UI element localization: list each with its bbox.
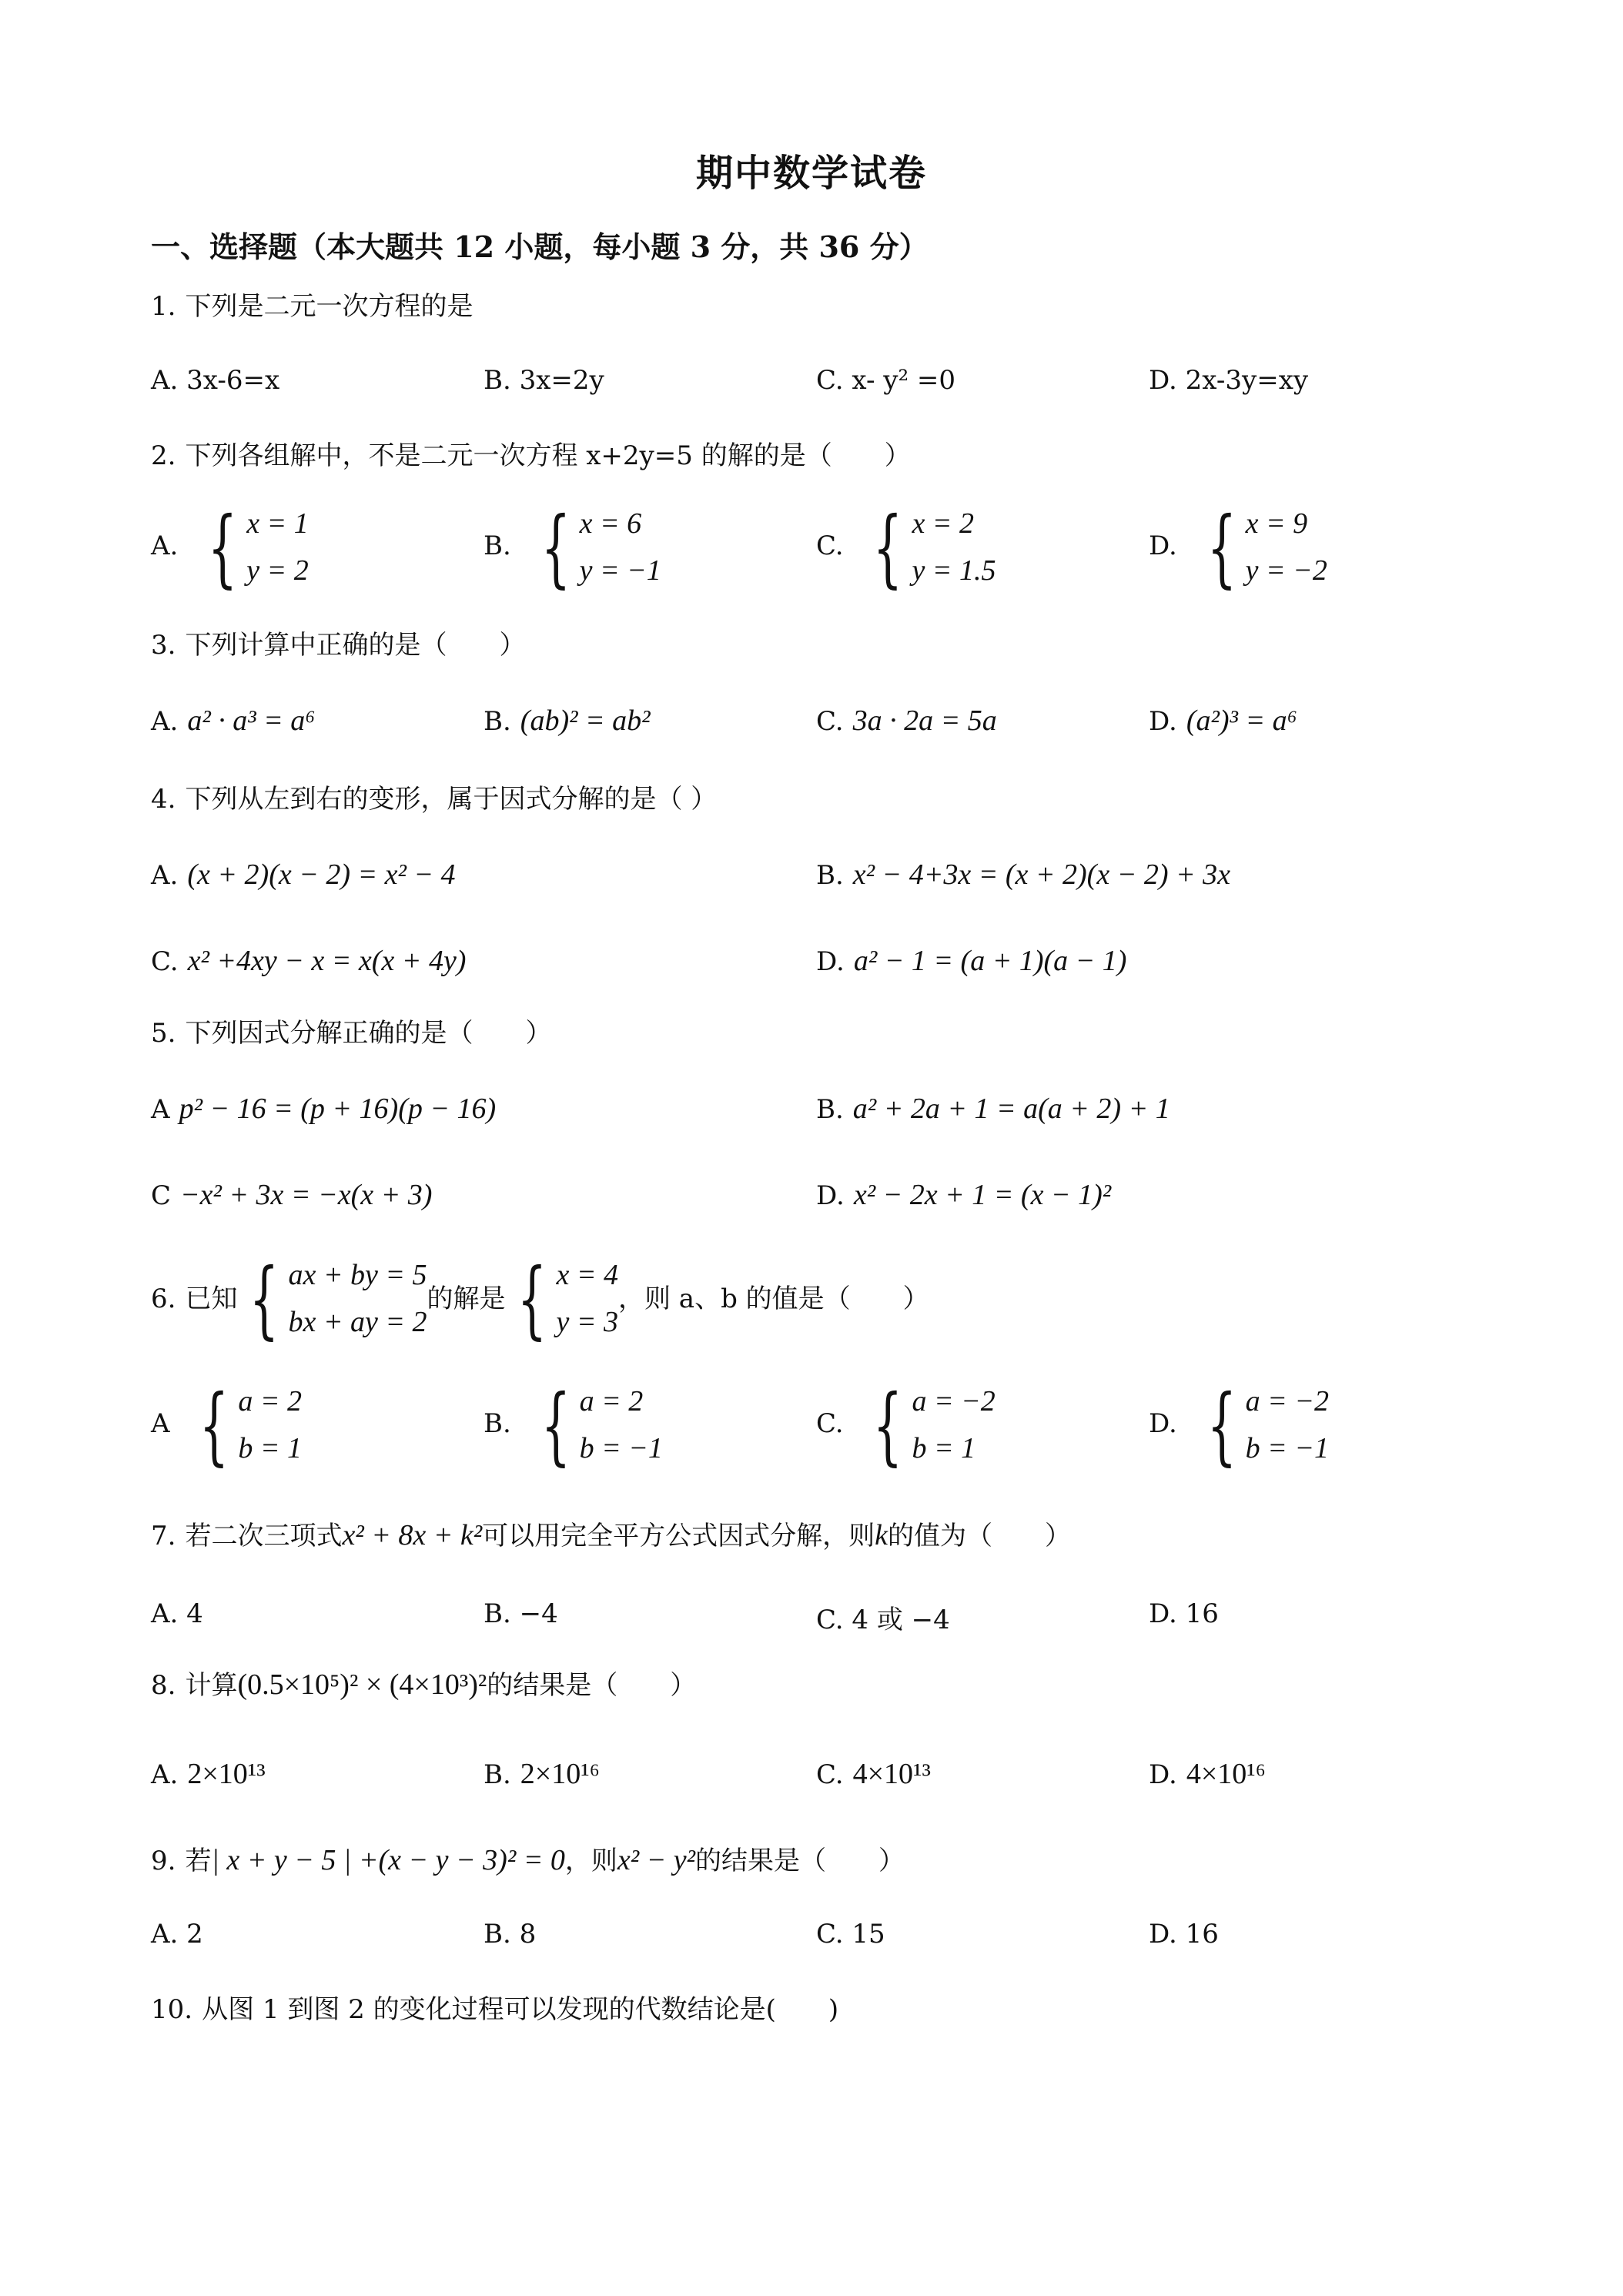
left-brace-icon: { — [199, 1375, 229, 1474]
option-label: A. — [151, 860, 179, 891]
option-b[interactable] — [484, 497, 661, 597]
question-number: 9. — [151, 1846, 176, 1876]
option-b[interactable] — [816, 858, 1230, 892]
question-text-post: 的值为（ ） — [888, 1521, 1071, 1551]
option-label: C. — [816, 1759, 844, 1790]
left-brace-icon: { — [540, 497, 571, 597]
option-expression: a² + 2a + 1 = a(a + 2) + 1 — [852, 1093, 1170, 1125]
question-expression: x² + 8x + k² — [342, 1519, 483, 1551]
equation-line: b = −1 — [579, 1431, 663, 1464]
option-expression: 2×10¹³ — [187, 1758, 266, 1790]
option-label: B. — [816, 860, 844, 891]
option-c[interactable]: C. x- y² =0 — [816, 365, 956, 396]
option-b[interactable] — [484, 704, 651, 738]
option-label: B. — [816, 1094, 844, 1125]
option-a[interactable] — [151, 704, 316, 738]
equation-line: y = 1.5 — [912, 554, 996, 587]
option-label: D. — [1149, 1407, 1177, 1439]
equation-system — [237, 1249, 427, 1348]
equation-line: b = 1 — [238, 1431, 303, 1464]
equation-system — [861, 1375, 996, 1474]
option-label: A — [151, 1407, 170, 1439]
equation-system — [529, 1375, 663, 1474]
question-text-mid: 的解是 — [427, 1283, 506, 1314]
option-b[interactable] — [484, 1375, 663, 1474]
option-a[interactable]: A. 4 — [151, 1598, 203, 1629]
question-text: 从图 1 到图 2 的变化过程可以发现的代数结论是( ) — [202, 1994, 839, 2025]
equation-line: a = 2 — [238, 1385, 303, 1417]
question-expression-2: x² − y² — [617, 1844, 696, 1876]
option-c[interactable] — [816, 1757, 931, 1791]
equation-line: a = −2 — [912, 1385, 996, 1417]
option-a[interactable] — [151, 497, 309, 597]
equation-line: x = 1 — [246, 507, 309, 540]
question-text-mid: ，则 — [564, 1846, 617, 1876]
option-label: D. — [1149, 706, 1177, 737]
question-variable: k — [875, 1519, 888, 1551]
question-6 — [151, 1249, 929, 1348]
question-number: 6. — [151, 1283, 176, 1314]
left-brace-icon: { — [873, 1375, 903, 1474]
question-7 — [151, 1517, 1071, 1555]
option-label: C. — [816, 706, 844, 737]
option-d[interactable] — [1149, 1375, 1329, 1474]
equation-line: a = 2 — [579, 1385, 644, 1417]
question-number: 3. — [151, 630, 176, 661]
question-9 — [151, 1842, 905, 1879]
option-d[interactable] — [1149, 1757, 1266, 1791]
equation-line: b = 1 — [912, 1431, 976, 1464]
option-label: A. — [151, 1759, 179, 1790]
question-text-post: ，则 a、b 的值是（ ） — [618, 1283, 929, 1314]
option-d[interactable]: D. 16 — [1149, 1919, 1219, 1950]
option-a[interactable] — [151, 1757, 266, 1791]
question-4 — [151, 782, 717, 816]
equation-system — [1195, 497, 1327, 597]
option-expression: 3a · 2a = 5a — [852, 705, 997, 737]
left-brace-icon: { — [517, 1249, 547, 1348]
option-a[interactable] — [151, 1092, 496, 1126]
option-label: C. — [816, 530, 844, 561]
option-c[interactable]: C. 4 或 −4 — [816, 1605, 950, 1635]
question-text: 下列从左到右的变形，属于因式分解的是（ ） — [185, 784, 718, 815]
question-8 — [151, 1666, 696, 1704]
option-b[interactable] — [816, 1092, 1170, 1126]
equation-system — [187, 1375, 303, 1474]
question-number: 2. — [151, 440, 176, 471]
question-text-pre: 若二次三项式 — [185, 1521, 343, 1551]
option-label: D. — [816, 1180, 845, 1211]
equation-line: bx + ay = 2 — [288, 1305, 427, 1338]
option-d[interactable] — [1149, 497, 1327, 597]
equation-system — [1195, 1375, 1329, 1474]
option-b[interactable]: B. 8 — [484, 1919, 537, 1950]
option-expression: (a²)³ = a⁶ — [1186, 705, 1297, 737]
option-label: B. — [484, 1759, 511, 1790]
left-brace-icon: { — [249, 1249, 279, 1348]
option-label: D. — [1149, 1759, 1177, 1790]
option-expression: x² − 4+3x = (x + 2)(x − 2) + 3x — [852, 858, 1230, 891]
option-c[interactable] — [151, 944, 466, 978]
option-expression: −x² + 3x = −x(x + 3) — [180, 1179, 433, 1211]
question-number: 5. — [151, 1018, 176, 1049]
equation-system — [529, 497, 661, 597]
option-label: C — [151, 1180, 172, 1211]
question-number: 10. — [151, 1994, 193, 2025]
left-brace-icon: { — [540, 1375, 571, 1474]
option-expression: x² +4xy − x = x(x + 4y) — [187, 945, 467, 977]
equation-line: y = 2 — [246, 554, 309, 587]
question-text: 下列是二元一次方程的是 — [185, 291, 474, 322]
option-c[interactable] — [151, 1178, 432, 1212]
option-d[interactable]: D. 16 — [1149, 1598, 1219, 1629]
question-text-pre: 若 — [185, 1846, 212, 1876]
option-label: B. — [484, 706, 511, 737]
option-label: A. — [151, 530, 179, 561]
option-b[interactable]: B. −4 — [484, 1598, 558, 1629]
question-text-pre: 计算 — [185, 1670, 238, 1701]
equation-system — [861, 497, 996, 597]
question-text: 下列各组解中，不是二元一次方程 x+2y=5 的解的是（ ） — [185, 440, 911, 471]
equation-line: y = −2 — [1245, 554, 1327, 587]
option-c[interactable] — [816, 1375, 996, 1474]
question-text-pre: 已知 — [185, 1283, 238, 1314]
question-number: 1. — [151, 291, 176, 322]
option-expression: x² − 2x + 1 = (x − 1)² — [853, 1179, 1112, 1211]
option-label: C. — [816, 1407, 844, 1439]
question-number: 8. — [151, 1670, 176, 1701]
option-d[interactable] — [816, 1178, 1111, 1212]
question-1 — [151, 290, 473, 323]
equation-system — [196, 497, 309, 597]
left-brace-icon: { — [207, 497, 238, 597]
option-expression: 4×10¹⁶ — [1186, 1758, 1266, 1790]
option-label: B. — [484, 1407, 511, 1439]
question-3 — [151, 628, 525, 662]
option-b[interactable] — [484, 1757, 600, 1791]
question-number: 4. — [151, 784, 176, 815]
left-brace-icon: { — [873, 497, 903, 597]
option-d[interactable] — [1149, 704, 1297, 738]
option-label: B. — [484, 530, 511, 561]
question-text-post: 的结果是（ ） — [487, 1670, 697, 1701]
question-10 — [151, 1993, 838, 2027]
option-label: D. — [1149, 530, 1177, 561]
equation-line: x = 4 — [556, 1259, 618, 1291]
option-expression: (ab)² = ab² — [520, 705, 651, 737]
option-a[interactable] — [151, 1375, 303, 1474]
option-a[interactable]: A. 2 — [151, 1919, 203, 1950]
question-number: 7. — [151, 1521, 176, 1551]
option-d[interactable]: D. 2x-3y=xy — [1149, 365, 1309, 396]
option-expression: a² · a³ = a⁶ — [187, 705, 316, 737]
option-c[interactable] — [816, 497, 996, 597]
option-label: A. — [151, 706, 179, 737]
section-heading: 一、选择题（本大题共 12 小题，每小题 3 分，共 36 分） — [151, 229, 929, 264]
left-brace-icon: { — [1206, 497, 1236, 597]
equation-line: y = 3 — [556, 1305, 618, 1338]
equation-line: ax + by = 5 — [288, 1259, 427, 1291]
option-expression: a² − 1 = (a + 1)(a − 1) — [853, 945, 1127, 977]
equation-line: x = 2 — [912, 507, 974, 540]
question-expression: (0.5×10⁵)² × (4×10³)² — [237, 1668, 487, 1701]
question-2 — [151, 439, 911, 473]
option-label: A — [151, 1094, 170, 1125]
equation-line: b = −1 — [1245, 1431, 1329, 1464]
option-a[interactable] — [151, 858, 456, 892]
option-expression: p² − 16 = (p + 16)(p − 16) — [179, 1093, 497, 1125]
page-title: 期中数学试卷 — [695, 152, 927, 195]
question-text: 下列计算中正确的是（ ） — [185, 630, 526, 661]
option-c[interactable]: C. 15 — [816, 1919, 885, 1950]
equation-line: x = 9 — [1245, 507, 1308, 540]
question-expression: | x + y − 5 | +(x − y − 3)² = 0 — [211, 1844, 565, 1876]
question-text-mid: 可以用完全平方公式因式分解，则 — [482, 1521, 875, 1551]
option-expression: (x + 2)(x − 2) = x² − 4 — [187, 858, 456, 891]
equation-line: x = 6 — [579, 507, 642, 540]
equation-line: y = −1 — [579, 554, 661, 587]
option-label: C. — [151, 946, 179, 977]
option-label: D. — [816, 946, 845, 977]
option-d[interactable] — [816, 944, 1126, 978]
question-text: 下列因式分解正确的是（ ） — [185, 1018, 552, 1049]
option-a[interactable]: A. 3x-6=x — [151, 365, 280, 396]
option-b[interactable]: B. 3x=2y — [484, 365, 604, 396]
equation-line: a = −2 — [1245, 1385, 1329, 1417]
option-expression: 2×10¹⁶ — [520, 1758, 600, 1790]
question-5 — [151, 1016, 551, 1050]
solution-system — [505, 1249, 618, 1348]
question-text-post: 的结果是（ ） — [695, 1846, 905, 1876]
option-expression: 4×10¹³ — [852, 1758, 931, 1790]
option-c[interactable] — [816, 704, 997, 738]
left-brace-icon: { — [1206, 1375, 1236, 1474]
